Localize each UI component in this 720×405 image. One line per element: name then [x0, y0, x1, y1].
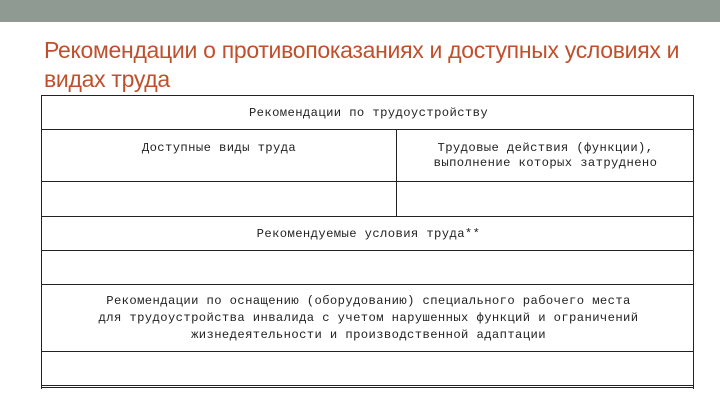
- equipment-recommendations-line3: жизнедеятельности и производственной адаптации: [191, 328, 546, 342]
- difficult-functions-header-line1: Трудовые действия (функции),: [437, 141, 654, 155]
- top-accent-bar: [0, 0, 720, 22]
- available-work-types-header: Доступные виды труда: [141, 141, 297, 155]
- recommended-conditions-header: Рекомендуемые условия труда**: [256, 227, 481, 241]
- table-divider: [42, 181, 693, 182]
- table-divider: [42, 250, 693, 251]
- table-divider: [42, 216, 693, 217]
- table-header-employment: Рекомендации по трудоустройству: [248, 106, 489, 120]
- table-border-bottom: [42, 385, 693, 388]
- table-border-top: [42, 95, 693, 96]
- table-divider: [42, 284, 693, 285]
- employment-recommendations-table: [41, 95, 694, 389]
- equipment-recommendations-line1: Рекомендации по оснащению (оборудованию) специального рабочего места: [106, 294, 631, 308]
- difficult-functions-header-line2: выполнение которых затруднено: [433, 156, 658, 170]
- slide-title: Рекомендации о противопоказаниях и доступных условиях и видах труда: [44, 37, 680, 92]
- table-divider: [42, 129, 693, 130]
- equipment-recommendations-line2: для трудоустройства инвалида с учетом нарушенных функций и ограничений: [98, 311, 639, 325]
- table-divider: [42, 351, 693, 352]
